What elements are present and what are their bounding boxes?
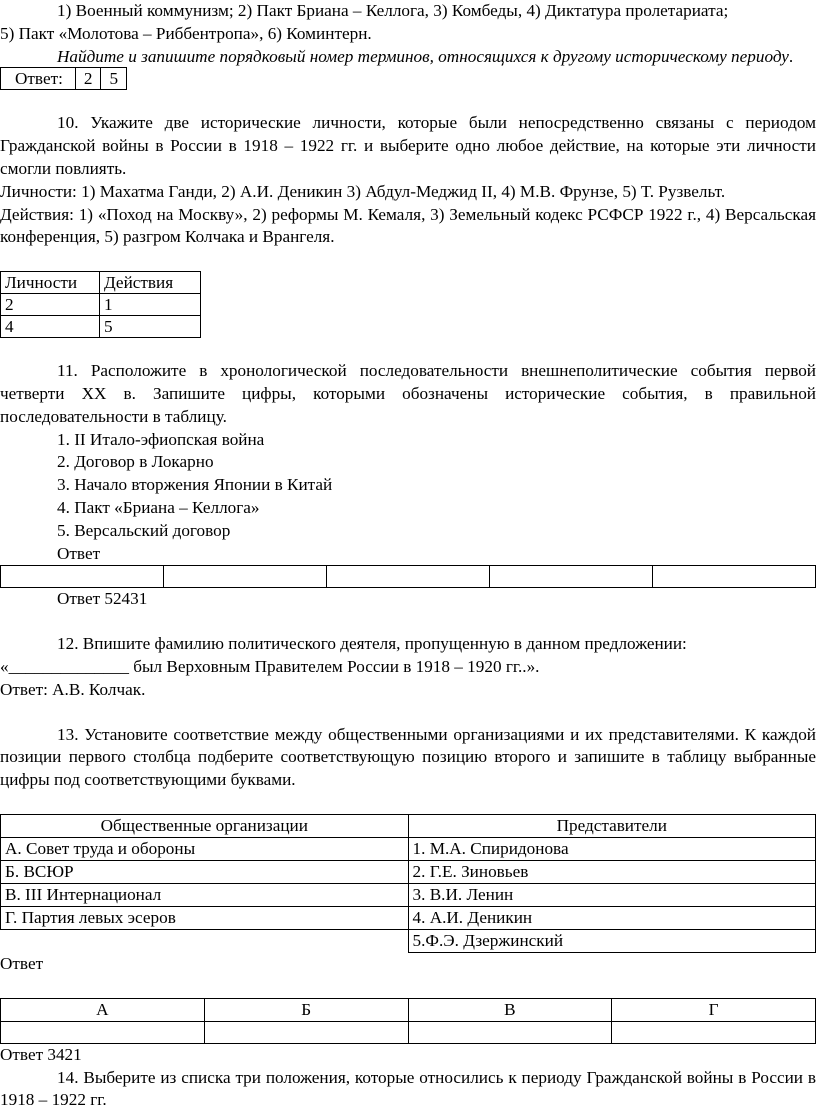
q8-answer-table xyxy=(0,67,127,90)
q12-text: 12. Впишите фамилию политического деятеля, пропущенную в данном предложении: xyxy=(57,634,687,654)
q8-task-end: . xyxy=(788,46,794,66)
q10-header-persons: Личности xyxy=(1,272,100,294)
q13-cell: Г. Партия левых эсеров xyxy=(1,906,409,929)
spacer xyxy=(0,90,816,112)
q13-header-organizations: Общественные организации xyxy=(1,814,409,837)
table-row xyxy=(1,860,816,883)
q11-answer-cell[interactable] xyxy=(1,566,164,588)
q13-text: 13. Установите соответствие между общественными организациями и их представителями. К каждой позиции первого столбца подберите соответствующую позицию второго и запишите в таблицу выбранные цифры под соответствующими буквами. xyxy=(0,724,816,790)
q10-cell[interactable]: 1 xyxy=(100,294,201,316)
question-14 xyxy=(0,1067,816,1113)
spacer xyxy=(0,702,816,724)
spacer xyxy=(0,792,816,814)
q13-cell: В. III Интернационал xyxy=(1,883,409,906)
table-row xyxy=(1,883,816,906)
q10-cell[interactable]: 5 xyxy=(100,316,201,338)
q13-cell: 1. М.А. Спиридонова xyxy=(408,837,816,860)
q14-text: 14. Выберите из списка три положения, которые относились к периоду Гражданской войны в России в 1918 – 1922 гг. xyxy=(0,1067,816,1110)
list-item: 2. Договор в Локарно xyxy=(57,452,214,472)
question-12 xyxy=(0,633,816,701)
list-item: 4. Пакт «Бриана – Келлога» xyxy=(57,497,260,517)
list-item: 3. Начало вторжения Японии в Китай xyxy=(57,475,333,495)
question-11 xyxy=(0,360,816,611)
q11-answer-text: Ответ 52431 xyxy=(57,589,148,609)
table-row xyxy=(1,906,816,929)
q13-answer-text: Ответ 3421 xyxy=(0,1044,82,1064)
q12-answer: Ответ: А.В. Колчак. xyxy=(0,679,146,699)
q10-cell[interactable]: 2 xyxy=(1,294,100,316)
q13-answer-cell[interactable] xyxy=(204,1021,408,1043)
q13-cell: 4. А.И. Деникин xyxy=(408,906,816,929)
q8-task xyxy=(0,46,816,69)
q13-cell: 2. Г.Е. Зиновьев xyxy=(408,860,816,883)
table-row xyxy=(1,272,201,294)
q11-answer-cell[interactable] xyxy=(490,566,653,588)
spacer xyxy=(0,976,816,998)
q11-answer-cell[interactable] xyxy=(653,566,816,588)
q11-answer-table xyxy=(0,565,816,588)
table-row xyxy=(1,68,127,90)
q13-header-representatives: Представители xyxy=(408,814,816,837)
q11-items xyxy=(0,429,816,566)
q13-cell xyxy=(1,929,409,952)
q13-answer-header: В xyxy=(408,998,612,1021)
q13-cell: 5.Ф.Э. Дзержинский xyxy=(408,929,816,952)
q10-text: 10. Укажите две исторические личности, которые были непосредственно связаны с периодом Гражданской войны в России в 1918 – 1922 гг. и выберите одно любое действие, на которые эти личности смогли повлиять. xyxy=(0,113,816,178)
q10-header-actions: Действия xyxy=(100,272,201,294)
q8-answer-label: Ответ: xyxy=(1,68,76,90)
q8-terms-line1: 1) Военный коммунизм; 2) Пакт Бриана – Келлога, 3) Комбеды, 4) Диктатура пролетариата; xyxy=(57,1,729,20)
q8-terms-line2: 5) Пакт «Молотова – Риббентропа», 6) Коминтерн. xyxy=(0,23,372,43)
list-item: 1. II Итало-эфиопская война xyxy=(57,429,265,449)
table-row xyxy=(1,814,816,837)
spacer xyxy=(0,249,816,271)
q10-actions: Действия: 1) «Поход на Москву», 2) реформы М. Кемаля, 3) Земельный кодекс РСФСР 1922 г., 4) Версальская конференция, 5) разгром Колчака и Врангеля. xyxy=(0,204,816,247)
question-13 xyxy=(0,724,816,1067)
q13-answer-cell[interactable] xyxy=(612,1021,816,1043)
table-row xyxy=(1,1021,816,1043)
q13-answer-label: Ответ xyxy=(0,953,44,973)
q10-answer-table xyxy=(0,271,201,338)
question-10 xyxy=(0,112,816,338)
table-row xyxy=(1,294,201,316)
q13-cell: 3. В.И. Ленин xyxy=(408,883,816,906)
q8-answer-cell-2[interactable]: 5 xyxy=(101,68,127,90)
q13-answer-table xyxy=(0,998,816,1044)
table-row xyxy=(1,566,816,588)
q13-match-table xyxy=(0,814,816,953)
q11-answer-cell[interactable] xyxy=(164,566,327,588)
q13-answer-header: Б xyxy=(204,998,408,1021)
q12-sentence: «______________ был Верховным Правителем России в 1918 – 1920 гг..». xyxy=(0,656,540,676)
q13-answer-cell[interactable] xyxy=(408,1021,612,1043)
q11-answer-label: Ответ xyxy=(57,543,101,563)
q11-text: 11. Расположите в хронологической последовательности внешнеполитические события первой четверти XX в. Запишите цифры, которыми обозначены исторические события, в правильной последовательности в таблицу. xyxy=(0,361,816,426)
table-row xyxy=(1,998,816,1021)
q13-answer-header: А xyxy=(1,998,205,1021)
q8-answer-cell-1[interactable]: 2 xyxy=(75,68,101,90)
question-8 xyxy=(0,0,816,90)
table-row xyxy=(1,837,816,860)
table-row xyxy=(1,929,816,952)
list-item: 5. Версальский договор xyxy=(57,520,231,540)
q8-task-text: Найдите и запишите порядковый номер терминов, относящихся к другому историческому периоду xyxy=(57,46,789,66)
q10-persons: Личности: 1) Махатма Ганди, 2) А.И. Деникин 3) Абдул-Меджид II, 4) М.В. Фрунзе, 5) Т. Рузвельт. xyxy=(0,181,726,201)
spacer xyxy=(0,338,816,360)
q13-answer-header: Г xyxy=(612,998,816,1021)
q13-cell: А. Совет труда и обороны xyxy=(1,837,409,860)
table-row xyxy=(1,316,201,338)
spacer xyxy=(0,611,816,633)
q11-answer-cell[interactable] xyxy=(327,566,490,588)
q13-answer-cell[interactable] xyxy=(1,1021,205,1043)
q10-cell[interactable]: 4 xyxy=(1,316,100,338)
q13-cell: Б. ВСЮР xyxy=(1,860,409,883)
